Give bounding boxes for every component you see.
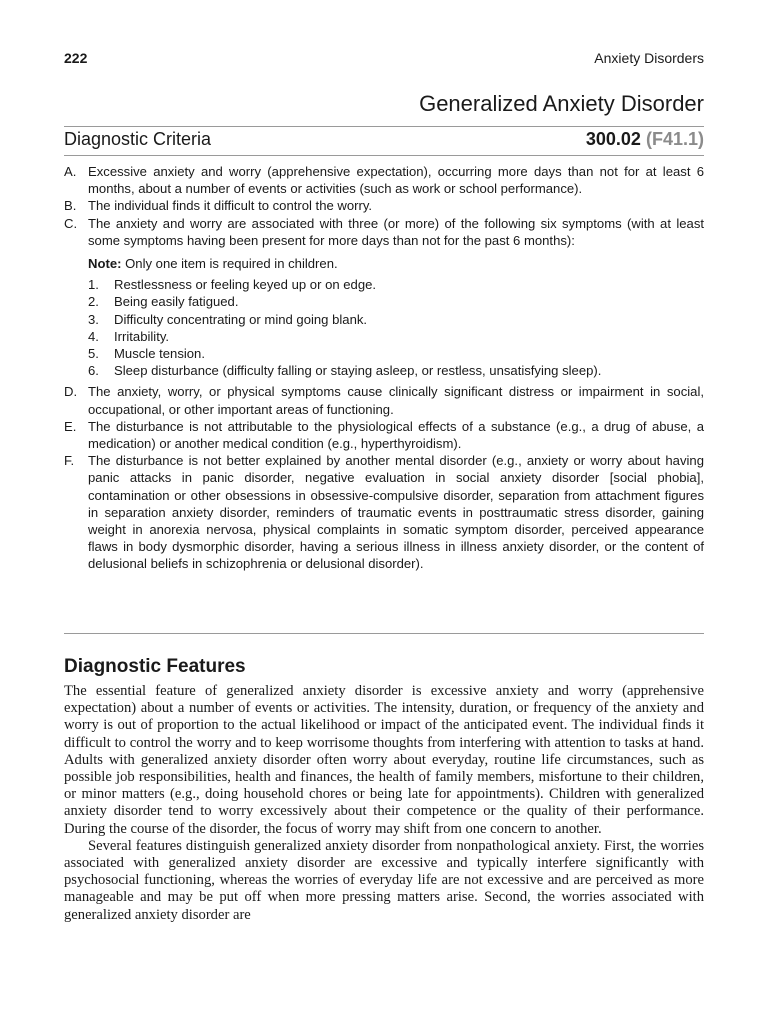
symptom-text: Restlessness or feeling keyed up or on edge. <box>114 277 377 293</box>
criterion-letter: B. <box>64 198 77 214</box>
symptom-number: 4. <box>88 328 99 344</box>
criterion-letter: C. <box>64 215 78 231</box>
criterion-c <box>64 215 704 249</box>
features-body <box>64 683 704 924</box>
criteria-bar <box>64 126 704 156</box>
criterion-letter: D. <box>64 384 78 400</box>
criterion-e <box>64 418 704 452</box>
running-header <box>64 50 704 68</box>
symptom-item <box>88 345 704 362</box>
symptom-number: 6. <box>88 363 99 379</box>
criterion-a <box>64 163 704 197</box>
diagnostic-code <box>586 129 704 150</box>
dsm-code: 300.02 <box>585 129 641 149</box>
note-label: Note: <box>88 256 122 272</box>
note-text: Only one item is required in children. <box>121 256 338 272</box>
icd-code: (F41.1) <box>645 129 704 149</box>
symptom-text: Being easily fatigued. <box>114 294 239 310</box>
symptom-item <box>88 276 704 293</box>
symptom-item <box>88 362 704 379</box>
criterion-text: The anxiety, worry, or physical symptoms cause clinically significant distress or impairment in social, occupational, or other important areas of functioning. <box>88 384 704 417</box>
symptom-text: Muscle tension. <box>114 346 205 362</box>
criterion-f <box>64 452 704 572</box>
criterion-b <box>64 197 704 214</box>
symptom-number: 5. <box>88 346 99 362</box>
criteria-note <box>88 255 704 272</box>
criterion-letter: A. <box>64 164 77 179</box>
symptom-text: Sleep disturbance (difficulty falling or staying asleep, or restless, unsatisfying sleep). <box>114 363 602 379</box>
criterion-letter: F. <box>64 453 75 469</box>
symptom-number: 3. <box>88 311 99 327</box>
section-heading: Diagnostic Features <box>64 656 246 677</box>
criterion-d <box>64 383 704 417</box>
symptom-number: 2. <box>88 294 99 310</box>
criterion-text: Excessive anxiety and worry (apprehensive expectation), occurring more days than not for at least 6 months, about a number of events or activities (such as work or school performance). <box>88 164 704 197</box>
symptom-item <box>88 293 704 310</box>
body-paragraph: Several features distinguish generalized anxiety disorder from nonpathological anxiety. First, the worries associated with generalized anxiety disorder are excessive and typically interfere significantly with psychosocial functioning, whereas the worries of everyday life are not excessive and are perceived as more manageable and may be put off when more pressing matters arise. Second, the worries associated with generalized anxiety disorder are <box>64 837 704 923</box>
symptom-number: 1. <box>88 277 99 293</box>
criterion-letter: E. <box>64 418 77 434</box>
symptom-text: Irritability. <box>114 328 170 344</box>
criterion-text: The disturbance is not better explained by another mental disorder (e.g., anxiety or worry about having panic attacks in panic disorder, negative evaluation in social anxiety disorder [social phobia], contamination or other obsessions in obsessive-compulsive disorder, separation from attachment figures in separation anxiety disorder, reminders of traumatic events in posttraumatic stress disorder, gaining weight in anorexia nervosa, physical complaints in somatic symptom disorder, perceived appearance flaws in body dysmorphic disorder, having a serious illness in illness anxiety disorder, or the content of delusional beliefs in schizophrenia or delusional disorder). <box>88 453 704 572</box>
page-title: Generalized Anxiety Disorder <box>419 91 704 116</box>
symptom-text: Difficulty concentrating or mind going blank. <box>114 311 368 327</box>
symptom-list <box>64 276 704 379</box>
section-title: Anxiety Disorders <box>594 50 704 66</box>
symptom-item <box>88 311 704 328</box>
criterion-text: The individual finds it difficult to control the worry. <box>88 198 373 214</box>
criterion-text: The anxiety and worry are associated with three (or more) of the following six symptoms (with at least some symptoms having been present for more days than not for the past 6 months): <box>88 215 704 248</box>
symptom-item <box>88 328 704 345</box>
criteria-label: Diagnostic Criteria <box>64 129 212 149</box>
criterion-text: The disturbance is not attributable to the physiological effects of a substance (e.g., a drug of abuse, a medication) or another medical condition (e.g., hyperthyroidism). <box>88 418 704 452</box>
body-paragraph: The essential feature of generalized anxiety disorder is excessive anxiety and worry (apprehensive expectation) about a number of events or activities. The intensity, duration, or frequency of the anxiety and worry is out of proportion to the actual likelihood or impact of the anticipated event. The individual finds it difficult to control the worry and to keep worrisome thoughts from interfering with attention to tasks at hand. Adults with generalized anxiety disorder often worry about everyday, routine life circumstances, such as possible job responsibilities, health and finances, the health of family members, misfortune to their children, or minor matters (e.g., doing household chores or being late for appointments). Children with generalized anxiety disorder tend to worry excessively about their competence or the quality of their performance. During the course of the disorder, the focus of worry may shift from one concern to another. <box>64 683 704 837</box>
criteria-divider <box>64 633 704 634</box>
page-number: 222 <box>64 50 88 66</box>
criteria-list <box>64 163 704 573</box>
